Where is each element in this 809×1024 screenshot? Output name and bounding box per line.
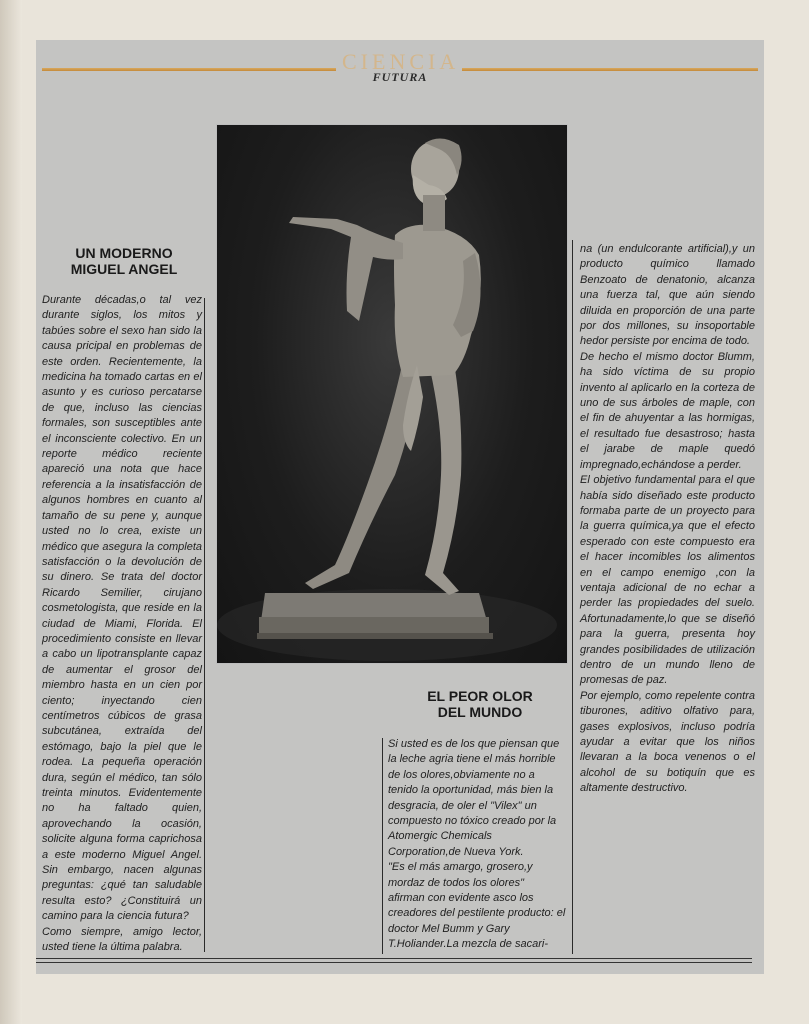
article2-body: Si usted es de los que piensan que la leche agria tiene el más horrible de los olores,obviamente no a tenido la oportunidad, más bien la desgracia, de oler el "Vilex" un compuesto no tóxico creado por la Atomergic Chemicals Corporation,de Nueva York.	[388, 738, 560, 858]
article2-paragraph-4: Por ejemplo, como repelente contra tiburones, aditivo olfativo para, gases explosivos, incluso podría ayudar a evitar que los niños llevaran a la boca venenos o el alcohol de su botiquín que es altamente destructivo.	[580, 689, 755, 795]
article2-heading	[406, 688, 554, 720]
column-divider-mid-right	[572, 240, 573, 954]
header-rule-right	[462, 68, 758, 71]
column-divider-mid-left	[382, 738, 383, 954]
footer-rule-bottom	[36, 962, 752, 963]
statue-photo	[216, 124, 568, 664]
page-binding-edge	[0, 0, 22, 1024]
article1-body: Durante décadas,o tal vez durante siglos, los mitos y tabúes sobre el sexo han sido la causa pricipal en problemas de este orden. Recientemente, la medicina ha tomado cartas en el asunto y es curioso percatarse de que, incluso las ciencias formales, son susceptibles ante el inconsciente colectivo. En un reporte médico reciente apareció una nota que hace referencia a la insatisfacción de algunos hombres en cuanto al tamaño de su pene y, aunque usted no lo crea, existe un médico que asegura la completa satisfacción o la devolución de su dinero. Se trata del doctor Ricardo Semilier, cirujano cosmetologista, que reside en la ciudad de Miami, Florida. El procedimiento consiste en llevar a cabo un lipotransplante capaz de aumentar el grosor del miembro hasta en un cien por ciento; inyectando cien centímetros cúbicos de grasa subcutánea, extraída del estómago, bajo la piel que le rodea. La pequeña operación dura, según el médico, tan sólo treinta minutos. Evidentemente no ha faltado quien, aprovechando la ocasión, solicite alguna forma caprichosa a este moderno Miguel Angel. Sin embargo, nacen algunas preguntas: ¿qué tan saludable resulta esto? ¿Constituirá un camino para la ciencia futura?	[42, 294, 202, 923]
section-label: FUTURA	[372, 70, 428, 84]
logo-text: CIENCIA	[342, 49, 460, 74]
article2-continuation-column	[580, 242, 755, 797]
magazine-page	[36, 40, 764, 974]
article1-closing: Como siempre, amigo lector, usted tiene la última palabra.	[42, 925, 202, 954]
statue-illustration	[217, 125, 567, 663]
article2-heading-line2: DEL MUNDO	[437, 704, 523, 720]
article2-paragraph-3: El objetivo fundamental para el que había sido diseñado este producto formaba parte de un proyecto para la guerra química,ya que el efecto esperado con este compuesto era el hacer incomibles los alimentos en el campo enemigo ,con la ventaja adicional de no echar a perder las propiedades del suelo. Afortunadamente,lo que se diseñó para la guerra, presenta hoy grandes posibilidades de utilización dentro de un mundo lleno de promesas de paz.	[580, 474, 755, 687]
article2-paragraph-2: De hecho el mismo doctor Blumm, ha sido víctima de su propio invento al aplicarlo en la corteza de uno de sus árboles de maple, con el fin de ahuyentar a las hormigas, el resultado fue desastroso; hasta el jarabe de maple quedó impregnado,echándose a perder.	[580, 350, 755, 471]
article1-heading-line2: MIGUEL ANGEL	[70, 261, 178, 277]
article2-continuation: na (un endulcorante artificial),y un producto químico llamado Benzoato de denatonio, alcanza una fuerza tal, que aún siendo diluida en proporción de una parte por dos millones, su insoportable hedor persiste por encima de todo.	[580, 243, 755, 348]
article1-column	[42, 293, 202, 955]
footer-rule-top	[36, 958, 752, 959]
section-logo	[342, 50, 458, 98]
article1-heading-line1: UN MODERNO	[75, 245, 173, 261]
header-rule-left	[42, 68, 336, 71]
article2-column	[388, 737, 566, 953]
column-divider-left	[204, 298, 205, 952]
article2-quote: "Es el más amargo, grosero,y mordaz de todos los olores"	[388, 861, 533, 889]
article2-body-continued: afirman con evidente asco los creadores del pestilente producto: el doctor Mel Bumm y Gary T.Holiander.La mezcla de sacari-	[388, 892, 566, 951]
article2-heading-line1: EL PEOR OLOR	[427, 688, 533, 704]
article1-heading	[46, 245, 202, 277]
